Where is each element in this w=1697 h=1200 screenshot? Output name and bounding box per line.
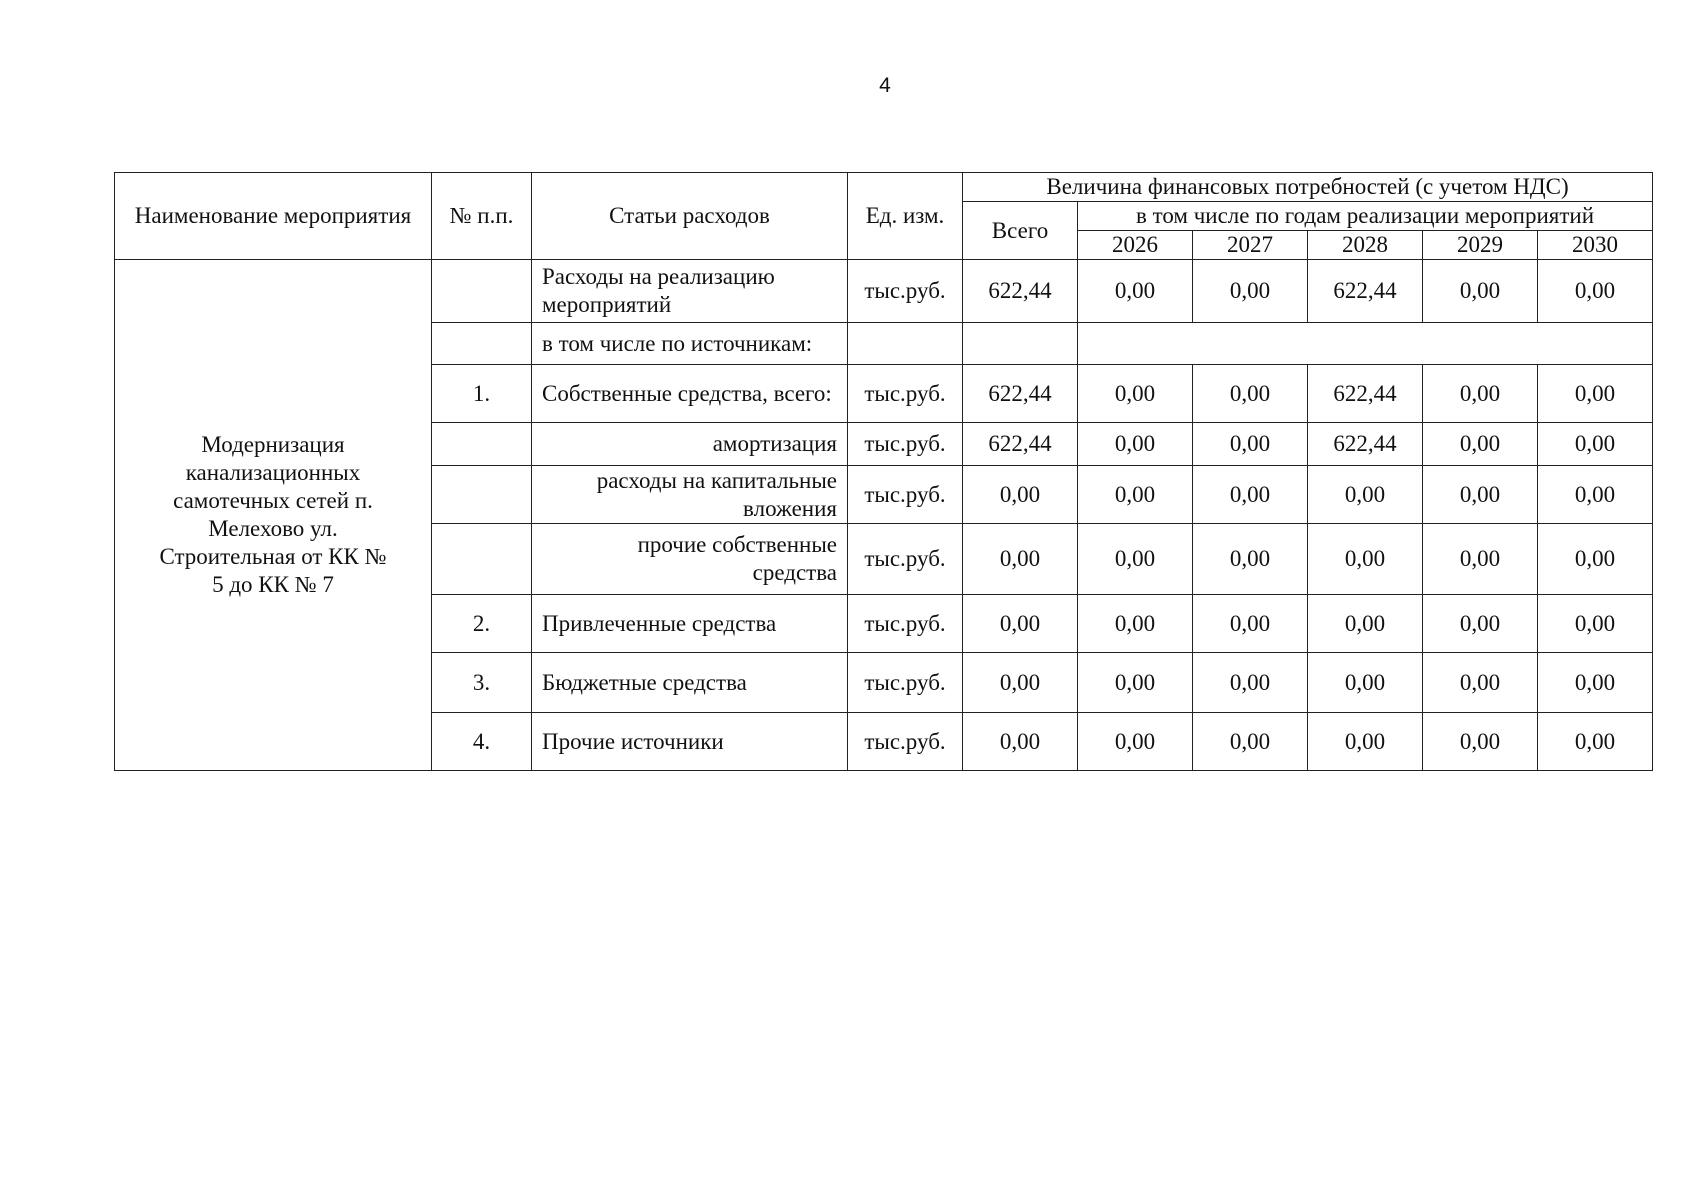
value-2029: 0,00 bbox=[1423, 260, 1538, 323]
value-2026: 0,00 bbox=[1078, 653, 1193, 713]
value-2027: 0,00 bbox=[1193, 466, 1308, 524]
total-value: 622,44 bbox=[963, 365, 1078, 423]
row-number bbox=[432, 423, 532, 466]
value-2029: 0,00 bbox=[1423, 466, 1538, 524]
total-value: 0,00 bbox=[963, 466, 1078, 524]
value-2029: 0,00 bbox=[1423, 713, 1538, 771]
total-value: 622,44 bbox=[963, 260, 1078, 323]
value-2030: 0,00 bbox=[1538, 595, 1653, 653]
row-number: 2. bbox=[432, 595, 532, 653]
value-2028: 622,44 bbox=[1308, 423, 1423, 466]
row-number bbox=[432, 524, 532, 595]
financial-needs-table bbox=[114, 172, 1653, 771]
unit: тыс.руб. bbox=[848, 466, 963, 524]
value-2026: 0,00 bbox=[1078, 466, 1193, 524]
value-2028: 0,00 bbox=[1308, 653, 1423, 713]
total-value: 0,00 bbox=[963, 713, 1078, 771]
header-number: № п.п. bbox=[432, 173, 532, 260]
header-total: Всего bbox=[963, 202, 1078, 260]
table-row bbox=[115, 260, 1653, 323]
value-2028: 0,00 bbox=[1308, 713, 1423, 771]
value-2026: 0,00 bbox=[1078, 260, 1193, 323]
unit: тыс.руб. bbox=[848, 365, 963, 423]
value-2027: 0,00 bbox=[1193, 524, 1308, 595]
header-by-years: в том числе по годам реализации мероприятий bbox=[1078, 202, 1653, 231]
expense-item: Расходы на реализацию мероприятий bbox=[532, 260, 848, 323]
activity-name bbox=[115, 260, 432, 771]
value-2030: 0,00 bbox=[1538, 466, 1653, 524]
expense-item: амортизация bbox=[532, 423, 848, 466]
total-value: 0,00 bbox=[963, 595, 1078, 653]
value-2027: 0,00 bbox=[1193, 713, 1308, 771]
row-number bbox=[432, 323, 532, 365]
value-2030: 0,00 bbox=[1538, 365, 1653, 423]
page-number: 4 bbox=[879, 74, 891, 97]
expense-item: Прочие источники bbox=[532, 713, 848, 771]
value-2029: 0,00 bbox=[1423, 365, 1538, 423]
value-2028: 622,44 bbox=[1308, 260, 1423, 323]
value-2026: 0,00 bbox=[1078, 365, 1193, 423]
total-value: 0,00 bbox=[963, 524, 1078, 595]
header-year-2028: 2028 bbox=[1308, 231, 1423, 260]
total-value: 622,44 bbox=[963, 423, 1078, 466]
row-number bbox=[432, 466, 532, 524]
header-year-2029: 2029 bbox=[1423, 231, 1538, 260]
total-value bbox=[963, 323, 1078, 365]
value-2027: 0,00 bbox=[1193, 365, 1308, 423]
value-2029: 0,00 bbox=[1423, 595, 1538, 653]
unit: тыс.руб. bbox=[848, 595, 963, 653]
value-2027: 0,00 bbox=[1193, 653, 1308, 713]
value-2030: 0,00 bbox=[1538, 423, 1653, 466]
value-2028: 0,00 bbox=[1308, 524, 1423, 595]
row-number bbox=[432, 260, 532, 323]
header-year-2026: 2026 bbox=[1078, 231, 1193, 260]
unit bbox=[848, 323, 963, 365]
value-2026: 0,00 bbox=[1078, 524, 1193, 595]
header-financial-needs: Величина финансовых потребностей (с учетом НДС) bbox=[963, 173, 1653, 202]
header-unit: Ед. изм. bbox=[848, 173, 963, 260]
unit: тыс.руб. bbox=[848, 260, 963, 323]
expense-item bbox=[532, 466, 848, 524]
value-2029: 0,00 bbox=[1423, 423, 1538, 466]
row-number: 1. bbox=[432, 365, 532, 423]
expense-item: Бюджетные средства bbox=[532, 653, 848, 713]
unit: тыс.руб. bbox=[848, 653, 963, 713]
value-2028: 0,00 bbox=[1308, 466, 1423, 524]
value-2028: 0,00 bbox=[1308, 595, 1423, 653]
value-2029: 0,00 bbox=[1423, 524, 1538, 595]
value-2027: 0,00 bbox=[1193, 260, 1308, 323]
unit: тыс.руб. bbox=[848, 423, 963, 466]
header-activity: Наименование мероприятия bbox=[115, 173, 432, 260]
header-year-2027: 2027 bbox=[1193, 231, 1308, 260]
header-expense-items: Статьи расходов bbox=[532, 173, 848, 260]
value-2026: 0,00 bbox=[1078, 423, 1193, 466]
header-year-2030: 2030 bbox=[1538, 231, 1653, 260]
value-2026: 0,00 bbox=[1078, 713, 1193, 771]
expense-item: Собственные средства, всего: bbox=[532, 365, 848, 423]
expense-item-text: расходы на капитальные вложения bbox=[596, 467, 837, 521]
total-value: 0,00 bbox=[963, 653, 1078, 713]
value-2030: 0,00 bbox=[1538, 524, 1653, 595]
row-number: 4. bbox=[432, 713, 532, 771]
empty-years-cell bbox=[1078, 323, 1653, 365]
value-2028: 622,44 bbox=[1308, 365, 1423, 423]
value-2030: 0,00 bbox=[1538, 260, 1653, 323]
expense-item-text: прочие собственные средства bbox=[637, 532, 837, 585]
expense-item: в том числе по источникам: bbox=[532, 323, 848, 365]
value-2026: 0,00 bbox=[1078, 595, 1193, 653]
expense-item bbox=[532, 524, 848, 595]
row-number: 3. bbox=[432, 653, 532, 713]
value-2030: 0,00 bbox=[1538, 713, 1653, 771]
unit: тыс.руб. bbox=[848, 713, 963, 771]
value-2029: 0,00 bbox=[1423, 653, 1538, 713]
value-2030: 0,00 bbox=[1538, 653, 1653, 713]
unit: тыс.руб. bbox=[848, 524, 963, 595]
value-2027: 0,00 bbox=[1193, 595, 1308, 653]
value-2027: 0,00 bbox=[1193, 423, 1308, 466]
expense-item: Привлеченные средства bbox=[532, 595, 848, 653]
activity-name-text: Модернизация канализационных самотечных сетей п. Мелехово ул. Строительная от КК № 5 до КК № 7 bbox=[159, 432, 387, 597]
